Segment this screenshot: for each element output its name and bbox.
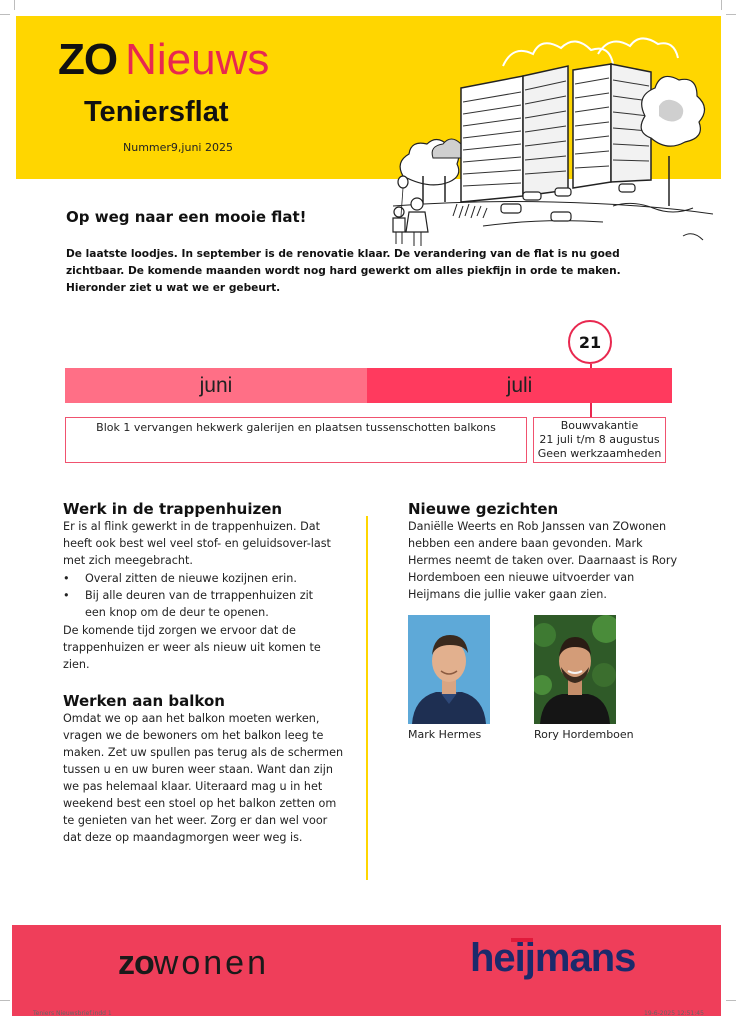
holiday-dates: 21 juli t/m 8 augustus	[539, 433, 660, 446]
zowonen-logo-zo: zo	[118, 944, 154, 982]
crop-mark	[726, 1000, 736, 1001]
brand-zo: ZO	[58, 35, 118, 84]
stairs-outro: De komende tijd zorgen we ervoor dat de trappenhuizen er weer als nieuw uit komen te zien.	[63, 624, 321, 671]
faces-title: Nieuwe gezichten	[408, 500, 559, 518]
intro-text: De laatste loodjes. In september is de renovatie klaar. De verandering van de flat is nu goed zichtbaar. De komende maanden wordt nog hard gewerkt om alles piekfijn in orde te maken. Hieronder ziet u wat we er gebeurt.	[66, 248, 621, 294]
portrait-mark-hermes	[408, 615, 490, 724]
print-slug-right: 19-6-2025 12:51:45	[644, 1010, 704, 1017]
intro-title: Op weg naar een mooie flat!	[66, 208, 307, 226]
holiday-note: Geen werkzaamheden	[537, 447, 662, 460]
timeline-day-marker: 21	[568, 320, 612, 364]
timeline-month-july: juli	[367, 368, 672, 403]
list-item: • Bij alle deuren van de trrappenhuizen zit een knop om de deur te openen.	[63, 587, 333, 621]
page-subtitle: Teniersflat	[84, 96, 229, 128]
portrait-rory-hordemboen	[534, 615, 616, 724]
list-item: • Overal zitten de nieuwe kozijnen erin.	[63, 570, 333, 587]
crop-mark	[726, 14, 736, 15]
flat-illustration	[383, 26, 713, 248]
balcony-title: Werken aan balkon	[63, 692, 225, 710]
timeline-holiday-box	[533, 417, 666, 463]
print-slug-left: Teniers Nieuwsbrief.indd 1	[33, 1010, 112, 1017]
issue-number: Nummer9,juni 2025	[123, 141, 233, 154]
zowonen-logo	[118, 944, 269, 983]
column-divider	[366, 516, 368, 880]
timeline-month-june: juni	[65, 368, 367, 403]
crop-mark	[14, 0, 15, 10]
timeline-connector	[590, 403, 592, 417]
brand-nieuws: Nieuws	[125, 35, 270, 84]
heijmans-logo: heijmans	[470, 936, 636, 980]
zowonen-logo-wonen: wonen	[153, 944, 269, 982]
crop-mark	[0, 14, 10, 15]
crop-mark	[0, 1000, 10, 1001]
newsletter-brand	[58, 35, 270, 84]
timeline-task-box	[65, 417, 527, 463]
stairs-title: Werk in de trappenhuizen	[63, 500, 283, 518]
portrait-caption: Mark Hermes	[408, 728, 482, 741]
faces-text: Daniëlle Weerts en Rob Janssen van ZOwonen hebben een andere baan gevonden. Mark Hermes neemt de taken over. Daarnaast is Rory Hordemboen een nieuwe uitvoerder van Heijmans die jullie vaker gaan zien.	[408, 520, 678, 601]
holiday-title: Bouwvakantie	[560, 419, 639, 432]
stairs-intro: Er is al flink gewerkt in de trappenhuizen. Dat heeft ook best wel veel stof- en geluidsover-last met zich meegebracht.	[63, 520, 331, 567]
portrait-caption: Rory Hordemboen	[534, 728, 634, 741]
balcony-text: Omdat we op aan het balkon moeten werken, vragen we de bewoners om het balkon leeg te maken. Zet uw spullen pas terug als de schermen tussen u en uw buren weer staan. Want dan zijn we pas helemaal klaar. Uiteraard mag u in het weekend best een stoel op het balkon zetten om te genieten van het weer. Zorg er dan wel voor dat deze op maandagmorgen weer weg is.	[63, 712, 344, 844]
stairs-bullet-list	[63, 570, 333, 621]
timeline-task-text: Blok 1 vervangen hekwerk galerijen en plaatsen tussenschotten balkons	[96, 421, 496, 434]
crop-mark	[721, 0, 722, 10]
